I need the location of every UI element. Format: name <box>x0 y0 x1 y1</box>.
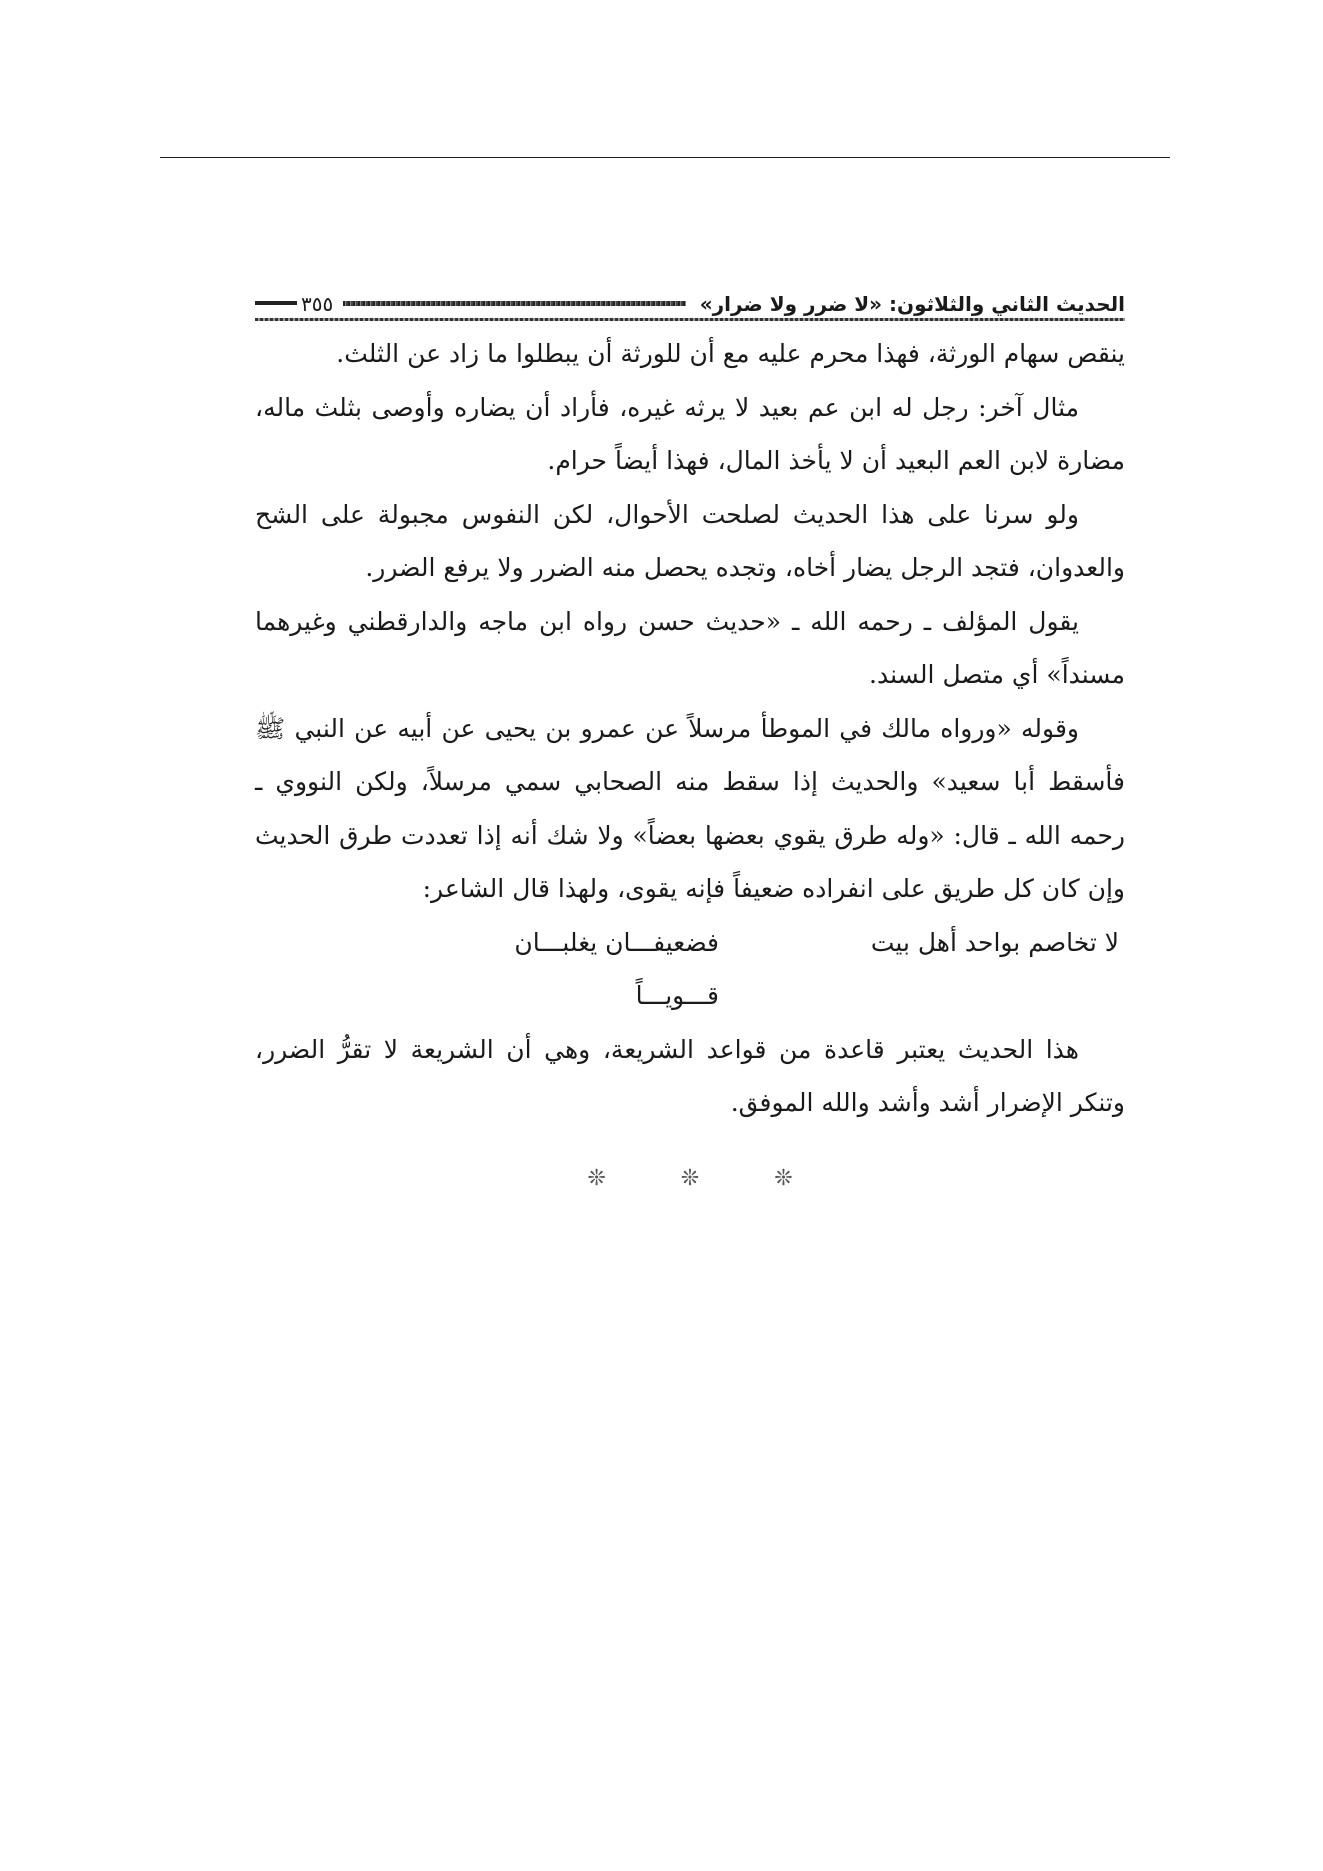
header-ornament-tail <box>255 301 297 305</box>
paragraph: ولو سرنا على هذا الحديث لصلحت الأحوال، لكن النفوس مجبولة على الشح والعدوان، فتجد الرجل يضار أخاه، وتجده يحصل منه الضرر ولا يرفع الضرر. <box>255 499 1125 582</box>
top-rule <box>160 157 1170 158</box>
paragraph: ينقص سهام الورثة، فهذا محرم عليه مع أن للورثة أن يبطلوا ما زاد عن الثلث. <box>336 339 1125 368</box>
paragraph: يقول المؤلف ـ رحمه الله ـ «حديث حسن رواه ابن ماجه والدارقطني وغيرهما مسنداً» أي متصل السند. <box>255 606 1125 689</box>
book-page <box>255 280 1125 1191</box>
closing-text <box>255 1023 1125 1130</box>
running-header <box>255 280 1125 316</box>
page-number: ٣٥٥ <box>301 292 334 316</box>
paragraph: هذا الحديث يعتبر قاعدة من قواعد الشريعة، وهي أن الشريعة لا تقرُّ الضرر، وتنكر الإضرار أشد وأشد والله الموفق. <box>255 1034 1125 1117</box>
body-text <box>255 327 1125 916</box>
paragraph: مثال آخر: رجل له ابن عم بعيد لا يرثه غيره، فأراد أن يضاره وأوصى بثلث ماله، مضارة لابن العم البعيد أن لا يأخذ المال، فهذا أيضاً حرام. <box>255 392 1125 475</box>
section-separator: ❊ ❊ ❊ <box>587 1165 827 1191</box>
header-ornament-rule <box>343 301 685 306</box>
header-underline <box>255 318 1125 321</box>
verse-first-half: لا تخاصم بواحد أهل بيت <box>870 927 1119 957</box>
poetry-verse <box>255 916 1125 1023</box>
chapter-title: الحديث الثاني والثلاثون: «لا ضرر ولا ضرار» <box>699 292 1125 316</box>
verse-second-half: فضعيفـــان يغلبـــان قـــويـــاً <box>514 927 719 1010</box>
paragraph: وقوله «ورواه مالك في الموطأ مرسلاً عن عمرو بن يحيى عن أبيه عن النبي ﷺ فأسقط أبا سعيد» والحديث إذا سقط منه الصحابي سمي مرسلاً، ولكن النووي ـ رحمه الله ـ قال: «وله طرق يقوي بعضها بعضاً» ولا شك أنه إذا تعددت طرق الحديث وإن كان كل طريق على انفراده ضعيفاً فإنه يقوى، ولهذا قال الشاعر: <box>255 713 1125 903</box>
